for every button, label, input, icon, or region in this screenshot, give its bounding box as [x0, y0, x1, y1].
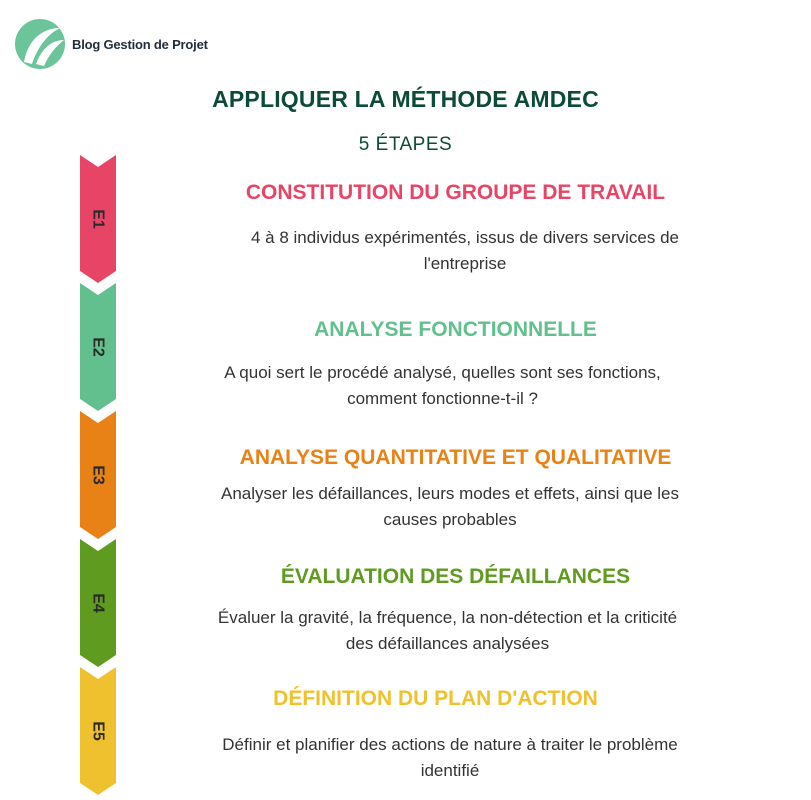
- leaf-logo-icon: [14, 18, 66, 70]
- step-label-e3: E3: [89, 465, 107, 485]
- step-title-e3: ANALYSE QUANTITATIVE ET QUALITATIVE: [239, 446, 672, 469]
- brand-name: Blog Gestion de Projet: [72, 36, 208, 52]
- step-description-e2: [140, 360, 745, 412]
- step-description-line: des défaillances analysées: [345, 634, 550, 653]
- step-title-e5: DÉFINITION DU PLAN D'ACTION: [273, 687, 598, 710]
- step-title-e1: CONSTITUTION DU GROUPE DE TRAVAIL: [245, 181, 666, 204]
- step-description-e5: [140, 732, 760, 784]
- brand-logo: [14, 18, 208, 70]
- step-description-e1: [170, 225, 760, 277]
- step-description-e4: [140, 605, 755, 657]
- step-description-line: identifié: [420, 761, 480, 780]
- step-description-line: A quoi sert le procédé analysé, quelles sont ses fonctions,: [224, 363, 661, 382]
- step-description-line: Évaluer la gravité, la fréquence, la non-détection et la criticité: [217, 608, 678, 627]
- step-description-line: causes probables: [383, 510, 517, 529]
- step-description-line: Analyser les défaillances, leurs modes et effets, ainsi que les: [221, 484, 679, 503]
- step-label-e1: E1: [89, 209, 107, 229]
- step-label-e2: E2: [89, 337, 107, 357]
- step-description-line: Définir et planifier des actions de nature à traiter le problème: [222, 735, 678, 754]
- step-description-line: 4 à 8 individus expérimentés, issus de divers services de: [250, 228, 680, 247]
- step-description-line: comment fonctionne-t-il ?: [347, 389, 538, 408]
- step-title-e2: ANALYSE FONCTIONNELLE: [314, 318, 597, 341]
- step-label-e5: E5: [89, 721, 107, 741]
- step-label-e4: E4: [89, 593, 107, 613]
- page-title: APPLIQUER LA MÉTHODE AMDEC: [212, 86, 599, 112]
- step-title-e4: ÉVALUATION DES DÉFAILLANCES: [280, 565, 631, 588]
- page-subtitle: 5 ÉTAPES: [358, 134, 453, 155]
- step-description-e3: [140, 481, 760, 533]
- step-description-line: l'entreprise: [423, 254, 507, 273]
